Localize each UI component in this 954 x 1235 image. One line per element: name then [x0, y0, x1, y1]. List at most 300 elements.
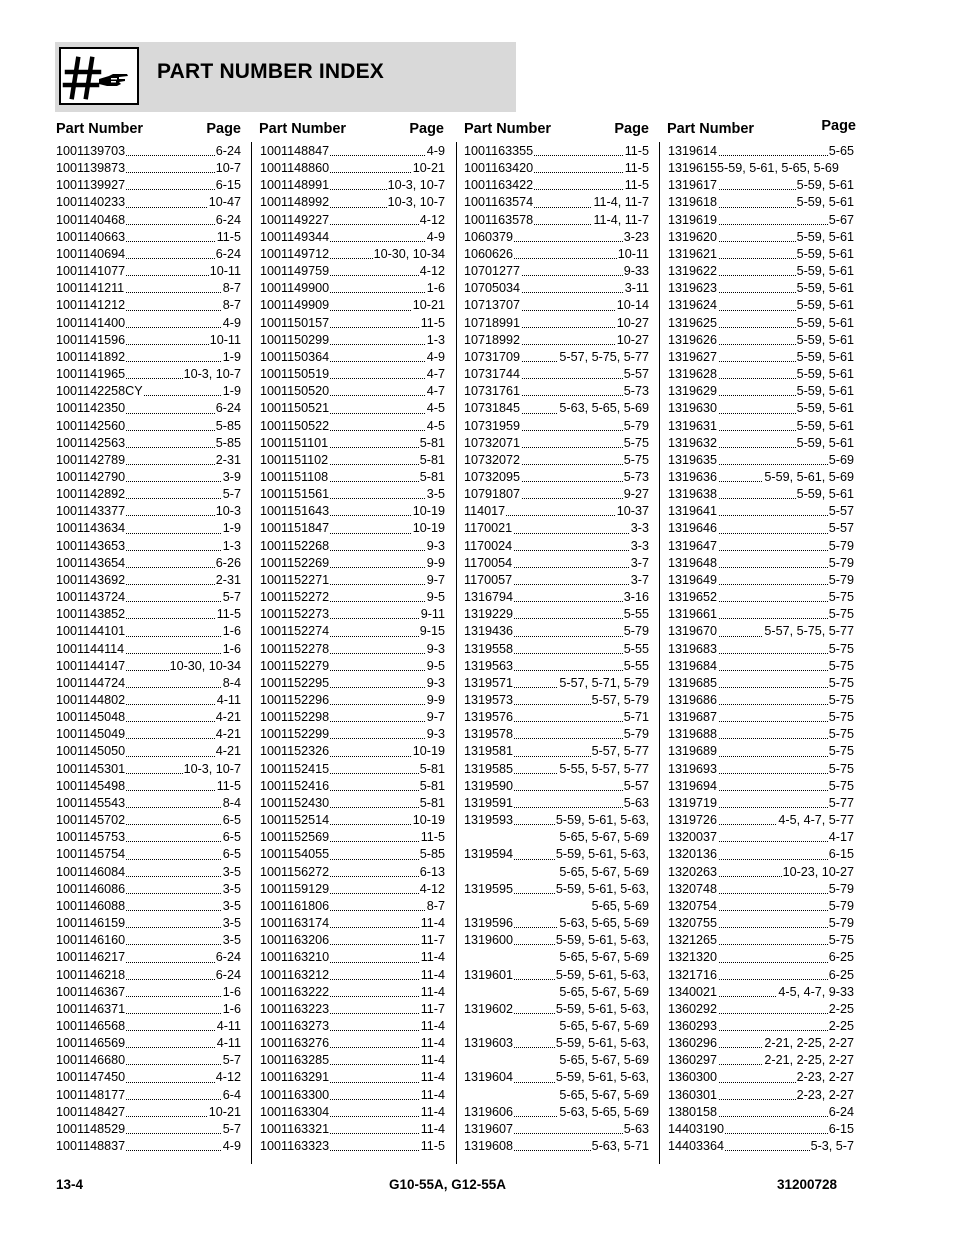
- page-reference: 6-24: [215, 400, 241, 417]
- page-reference: 10-11: [209, 263, 241, 280]
- index-entry: [464, 572, 649, 589]
- index-entry: [668, 1104, 854, 1121]
- page-reference: 6-5: [222, 829, 241, 846]
- page-reference: 3-7: [630, 572, 649, 589]
- page-reference: 11-4: [420, 1018, 445, 1035]
- part-number: 1320263: [668, 864, 718, 881]
- page-reference: 9-11: [420, 606, 445, 623]
- page-reference: 2-23, 2-27: [796, 1087, 854, 1104]
- index-entry: [56, 503, 241, 520]
- page-reference: 5-59, 5-61: [796, 315, 854, 332]
- page-reference: 3-5: [222, 898, 241, 915]
- part-number: 1001152295: [260, 675, 330, 692]
- index-entry: [260, 332, 445, 349]
- index-entry: [464, 435, 649, 452]
- part-number: 1001149712: [260, 246, 330, 263]
- index-entry: [668, 1018, 854, 1035]
- part-number: 1001152569: [260, 829, 330, 846]
- page-reference: 6-24: [215, 212, 241, 229]
- part-number: 1001152278: [260, 641, 330, 658]
- page-reference: 5-59, 5-61: [796, 246, 854, 263]
- index-entry: [56, 984, 241, 1001]
- part-number: 1001150520: [260, 383, 330, 400]
- part-number: 1001149344: [260, 229, 330, 246]
- index-entry: [56, 949, 241, 966]
- page-reference: 5-59, 5-61: [796, 332, 854, 349]
- index-entry: [668, 846, 854, 863]
- part-number: 1001141892: [56, 349, 126, 366]
- page-reference: 10-37: [616, 503, 649, 520]
- part-number: 1001148847: [260, 143, 330, 160]
- part-number: 1319581: [464, 743, 514, 760]
- page-reference: 10-3, 10-7: [387, 194, 445, 211]
- part-number: 1170057: [464, 572, 513, 589]
- index-entry: [260, 486, 445, 503]
- page-reference: 5-73: [623, 469, 649, 486]
- index-entry: [464, 881, 649, 898]
- page-reference: 10-21: [208, 1104, 241, 1121]
- part-number: 1001143377: [56, 503, 126, 520]
- page-reference: 6-15: [828, 846, 854, 863]
- index-entry: [260, 984, 445, 1001]
- page-reference: 2-21, 2-25, 2-27: [763, 1052, 854, 1069]
- page-reference: 5-85: [215, 435, 241, 452]
- page-reference: 11-4: [420, 1087, 445, 1104]
- index-entry: [260, 1069, 445, 1086]
- part-number: 1001152269: [260, 555, 330, 572]
- index-entry: [260, 692, 445, 709]
- index-entry: [260, 1087, 445, 1104]
- part-number: 1319684: [668, 658, 718, 675]
- part-number: 1319619: [668, 212, 718, 229]
- page-reference: 5-75: [623, 452, 649, 469]
- part-number: 1001163206: [260, 932, 330, 949]
- index-entry: [56, 641, 241, 658]
- part-number: 1320754: [668, 898, 718, 915]
- part-number: 10718992: [464, 332, 521, 349]
- index-entry: [464, 194, 649, 211]
- page-reference: 9-33: [623, 263, 649, 280]
- part-number: 1001146367: [56, 984, 126, 1001]
- index-entry: [56, 898, 241, 915]
- part-number: 1001139927: [56, 177, 126, 194]
- part-number: 1319641: [668, 503, 718, 520]
- page-reference: 5-85: [419, 846, 445, 863]
- page-reference: 5-59, 5-61: [796, 435, 854, 452]
- index-entry: [260, 538, 445, 555]
- index-column-1: [56, 143, 241, 1155]
- part-number: 1170054: [464, 555, 513, 572]
- part-number: 1320037: [668, 829, 718, 846]
- part-number: 1001141596: [56, 332, 126, 349]
- part-number: 1001151643: [260, 503, 330, 520]
- index-entry: [56, 761, 241, 778]
- page-reference: 10-3, 10-7: [387, 177, 445, 194]
- index-entry: [464, 212, 649, 229]
- part-number: 1319563: [464, 658, 514, 675]
- part-number: 1001154055: [260, 846, 330, 863]
- page-reference: 8-7: [426, 898, 445, 915]
- part-number: 1319558: [464, 641, 514, 658]
- page-reference: 5-57: [623, 778, 649, 795]
- index-entry: [464, 967, 649, 984]
- part-number: 1001152298: [260, 709, 330, 726]
- index-entry: [668, 623, 854, 640]
- index-entry: [56, 1035, 241, 1052]
- part-number: 1001140694: [56, 246, 126, 263]
- part-number: 1319621: [668, 246, 718, 263]
- part-number: 1001163291: [260, 1069, 330, 1086]
- page-reference: 9-5: [426, 658, 445, 675]
- page-reference: 5-65, 5-67, 5-69: [558, 1018, 649, 1035]
- index-entry: [56, 1138, 241, 1155]
- part-number: 1319693: [668, 761, 718, 778]
- page-reference: 5-75: [828, 761, 854, 778]
- page-reference: 5-57: [828, 503, 854, 520]
- page-reference: 5-65, 5-67, 5-69: [558, 949, 649, 966]
- page-reference: 10-21: [412, 160, 445, 177]
- part-number: 1001149900: [260, 280, 330, 297]
- page-reference: 6-25: [828, 949, 854, 966]
- page-reference: 5-67: [828, 212, 854, 229]
- part-number: 1001149909: [260, 297, 330, 314]
- index-entry: [668, 177, 854, 194]
- part-number: 1319646: [668, 520, 718, 537]
- part-number-heading: Part Number: [667, 121, 755, 137]
- page-reference: 2-31: [215, 452, 241, 469]
- index-entry: [56, 726, 241, 743]
- index-entry: [260, 160, 445, 177]
- index-entry: [464, 263, 649, 280]
- page-heading: Page: [409, 121, 444, 137]
- index-entry: [668, 349, 854, 366]
- index-entry: [464, 246, 649, 263]
- page-reference: 5-59, 5-61, 5-63,: [555, 1069, 649, 1086]
- part-number: 1319623: [668, 280, 718, 297]
- page-reference: 11-4: [420, 967, 445, 984]
- part-number: 1001163304: [260, 1104, 330, 1121]
- part-number: 10713707: [464, 297, 521, 314]
- index-entry: [464, 280, 649, 297]
- part-number: 1001163285: [260, 1052, 330, 1069]
- index-entry: [668, 743, 854, 760]
- index-entry: [464, 503, 649, 520]
- part-number: 1001152416: [260, 778, 330, 795]
- part-number: 10731959: [464, 418, 521, 435]
- part-number: 14403190: [668, 1121, 725, 1138]
- part-number: 1319590: [464, 778, 514, 795]
- page-reference: 11-7: [420, 932, 445, 949]
- part-number: 1001163210: [260, 949, 330, 966]
- index-entry: [464, 1035, 649, 1052]
- index-entry: [56, 572, 241, 589]
- part-number: 1320136: [668, 846, 718, 863]
- part-number: 1001140663: [56, 229, 126, 246]
- part-number: 1001146568: [56, 1018, 126, 1035]
- page-reference: 8-4: [222, 795, 241, 812]
- index-entry: [668, 1035, 854, 1052]
- part-number: 1001147450: [56, 1069, 126, 1086]
- index-entry: [464, 418, 649, 435]
- index-entry: [464, 864, 649, 881]
- index-entry: [464, 229, 649, 246]
- index-entry: [56, 538, 241, 555]
- part-number: 1319603: [464, 1035, 514, 1052]
- index-entry: [260, 709, 445, 726]
- page-reference: 5-79: [828, 538, 854, 555]
- page-reference: 1-6: [222, 623, 241, 640]
- part-number: 1001163321: [260, 1121, 330, 1138]
- index-entry: [668, 520, 854, 537]
- part-number: 1001143724: [56, 589, 126, 606]
- page-reference: 5-75: [828, 932, 854, 949]
- index-entry: [668, 949, 854, 966]
- part-number: 13196155-59, 5-61, 5-65, 5-69: [668, 160, 840, 177]
- part-number: 1001152272: [260, 589, 330, 606]
- part-number: 1360292: [668, 1001, 718, 1018]
- part-number: 1001151108: [260, 469, 329, 486]
- part-number: 1001163273: [260, 1018, 330, 1035]
- index-entry: [464, 400, 649, 417]
- index-entry: [56, 143, 241, 160]
- part-number: 1319573: [464, 692, 514, 709]
- index-entry: [668, 143, 854, 160]
- part-number: 1001142350: [56, 400, 126, 417]
- page-reference: 5-59, 5-61: [796, 194, 854, 211]
- page-reference: 5-59, 5-61: [796, 400, 854, 417]
- index-entry: [260, 623, 445, 640]
- page-reference: 5-81: [419, 435, 445, 452]
- index-entry: [56, 1087, 241, 1104]
- page-reference: 5-79: [828, 915, 854, 932]
- page-reference: 3-23: [623, 229, 649, 246]
- part-number: 1001152296: [260, 692, 330, 709]
- page-reference: 4-21: [215, 709, 241, 726]
- part-number: 1001145048: [56, 709, 126, 726]
- column-header-4: [667, 118, 856, 140]
- page-reference: 6-5: [222, 812, 241, 829]
- page-reference: 11-5: [216, 778, 241, 795]
- part-number: 14403364: [668, 1138, 725, 1155]
- index-entry: [56, 1001, 241, 1018]
- index-entry: [464, 984, 649, 1001]
- index-entry: [464, 606, 649, 623]
- part-number: 1001151561: [260, 486, 330, 503]
- part-number: 1319436: [464, 623, 514, 640]
- page-reference: 9-15: [419, 623, 445, 640]
- page-reference: 6-15: [828, 1121, 854, 1138]
- page-reference: 5-79: [623, 623, 649, 640]
- index-entry: [668, 1052, 854, 1069]
- page-reference: 10-11: [209, 332, 241, 349]
- part-number: 1360297: [668, 1052, 718, 1069]
- part-number: 1319604: [464, 1069, 514, 1086]
- page-reference: 1-6: [222, 641, 241, 658]
- page-reference: 11-4, 11-7: [592, 212, 649, 229]
- page-reference: 5-59, 5-61, 5-63,: [555, 1001, 649, 1018]
- index-entry: [260, 1018, 445, 1035]
- part-number: 1001163574: [464, 194, 534, 211]
- index-entry: [464, 761, 649, 778]
- page-reference: 5-3, 5-7: [810, 1138, 854, 1155]
- index-entry: [260, 418, 445, 435]
- part-number: 1380158: [668, 1104, 718, 1121]
- index-entry: [56, 418, 241, 435]
- page-reference: 9-3: [426, 641, 445, 658]
- part-number: 1319685: [668, 675, 718, 692]
- page-reference: 1-6: [222, 1001, 241, 1018]
- index-entry: [668, 1121, 854, 1138]
- footer-model: G10-55A, G12-55A: [389, 1177, 507, 1192]
- part-number: 1001150519: [260, 366, 330, 383]
- page-reference: 5-57: [623, 366, 649, 383]
- index-entry: [56, 1121, 241, 1138]
- part-number: 1001163422: [464, 177, 534, 194]
- page-reference: 3-5: [222, 915, 241, 932]
- part-number: 1001163212: [260, 967, 330, 984]
- part-number: 1001148837: [56, 1138, 126, 1155]
- part-number: 1001143654: [56, 555, 126, 572]
- index-entry: [668, 1001, 854, 1018]
- part-number: 1319229: [464, 606, 514, 623]
- index-entry: [260, 898, 445, 915]
- index-entry: [260, 1138, 445, 1155]
- part-number: 10705034: [464, 280, 521, 297]
- index-entry: [56, 452, 241, 469]
- part-number: 1001151847: [260, 520, 330, 537]
- index-entry: [56, 400, 241, 417]
- part-number: 1001143852: [56, 606, 126, 623]
- page-reference: 5-63, 5-65, 5-69: [558, 915, 649, 932]
- index-entry: [464, 555, 649, 572]
- part-number: 1319627: [668, 349, 718, 366]
- part-number: 1319625: [668, 315, 718, 332]
- page-reference: 5-59, 5-61, 5-63,: [555, 846, 649, 863]
- part-number: 1001142560: [56, 418, 126, 435]
- page-reference: 9-7: [426, 572, 445, 589]
- part-number: 1319647: [668, 538, 718, 555]
- part-number: 1001145543: [56, 795, 126, 812]
- index-entry: [668, 812, 854, 829]
- page-reference: 5-59, 5-61: [796, 263, 854, 280]
- part-number: 1001150299: [260, 332, 330, 349]
- page-reference: 2-25: [828, 1018, 854, 1035]
- part-number: 1360300: [668, 1069, 718, 1086]
- index-entry: [464, 452, 649, 469]
- part-number: 1319628: [668, 366, 718, 383]
- index-entry: [260, 606, 445, 623]
- index-entry: [464, 623, 649, 640]
- page-reference: 5-79: [623, 418, 649, 435]
- part-number: 1319606: [464, 1104, 514, 1121]
- page-reference: 5-7: [222, 486, 241, 503]
- page-reference: 5-59, 5-61: [796, 297, 854, 314]
- index-entry: [56, 606, 241, 623]
- page-reference: 5-59, 5-61, 5-63,: [555, 967, 649, 984]
- part-number: 1001152273: [260, 606, 330, 623]
- index-entry: [464, 366, 649, 383]
- index-entry: [260, 469, 445, 486]
- page-reference: 5-57: [828, 520, 854, 537]
- part-number: 1320755: [668, 915, 718, 932]
- part-number: 1001150157: [260, 315, 330, 332]
- page-reference: 5-63, 5-71: [591, 1138, 649, 1155]
- index-entry: [668, 606, 854, 623]
- page-reference: 5-7: [222, 589, 241, 606]
- page-reference: 10-30, 10-34: [373, 246, 445, 263]
- page-reference: 6-24: [215, 949, 241, 966]
- part-number: 1001163420: [464, 160, 534, 177]
- part-number-heading: Part Number: [259, 121, 347, 137]
- index-entry: [56, 229, 241, 246]
- column-header-1: [56, 118, 241, 140]
- index-entry: [464, 692, 649, 709]
- page-reference: 5-59, 5-61: [796, 418, 854, 435]
- index-entry: [464, 1001, 649, 1018]
- index-entry: [668, 366, 854, 383]
- part-number: 1319683: [668, 641, 718, 658]
- page-reference: 9-9: [426, 555, 445, 572]
- part-number: 1001145050: [56, 743, 126, 760]
- part-number: 1001145753: [56, 829, 126, 846]
- part-number: 1321320: [668, 949, 718, 966]
- part-number: 1340021: [668, 984, 718, 1001]
- index-entry: [464, 915, 649, 932]
- index-entry: [260, 949, 445, 966]
- part-number: 1360293: [668, 1018, 718, 1035]
- page-reference: 8-7: [222, 280, 241, 297]
- page-reference: 1-9: [222, 383, 241, 400]
- index-entry: [668, 469, 854, 486]
- part-number: 1321716: [668, 967, 718, 984]
- index-entry: [56, 795, 241, 812]
- part-number: 1001146569: [56, 1035, 126, 1052]
- index-entry: [464, 520, 649, 537]
- index-entry: [464, 297, 649, 314]
- page-reference: 2-31: [215, 572, 241, 589]
- part-number: 1319652: [668, 589, 718, 606]
- page-reference: 5-79: [828, 898, 854, 915]
- part-number: 1001145754: [56, 846, 126, 863]
- index-entry: [668, 1069, 854, 1086]
- page-reference: 5-75: [828, 658, 854, 675]
- part-number: 1001163222: [260, 984, 330, 1001]
- page-reference: 4-11: [216, 1035, 241, 1052]
- page-reference: 5-57, 5-75, 5-77: [558, 349, 649, 366]
- page-reference: 1-9: [222, 520, 241, 537]
- part-number: 1001140233: [56, 194, 126, 211]
- page-reference: 4-5: [426, 418, 445, 435]
- part-number: 1001144724: [56, 675, 126, 692]
- index-entry: [668, 641, 854, 658]
- page-reference: 11-4: [420, 1104, 445, 1121]
- index-entry: [56, 778, 241, 795]
- page-reference: 11-5: [624, 143, 649, 160]
- index-entry: [56, 967, 241, 984]
- part-number: 1319620: [668, 229, 718, 246]
- page-heading: Page: [614, 121, 649, 137]
- page-reference: 5-65, 5-69: [591, 898, 649, 915]
- page-reference: 5-55: [623, 641, 649, 658]
- index-entry: [260, 1035, 445, 1052]
- part-number: 1319593: [464, 812, 514, 829]
- part-number: 1001144802: [56, 692, 126, 709]
- part-number: 1319596: [464, 915, 514, 932]
- page-reference: 5-63: [623, 1121, 649, 1138]
- page-reference: 5-65, 5-67, 5-69: [558, 984, 649, 1001]
- part-number: 1319629: [668, 383, 718, 400]
- part-number-heading: Part Number: [464, 121, 552, 137]
